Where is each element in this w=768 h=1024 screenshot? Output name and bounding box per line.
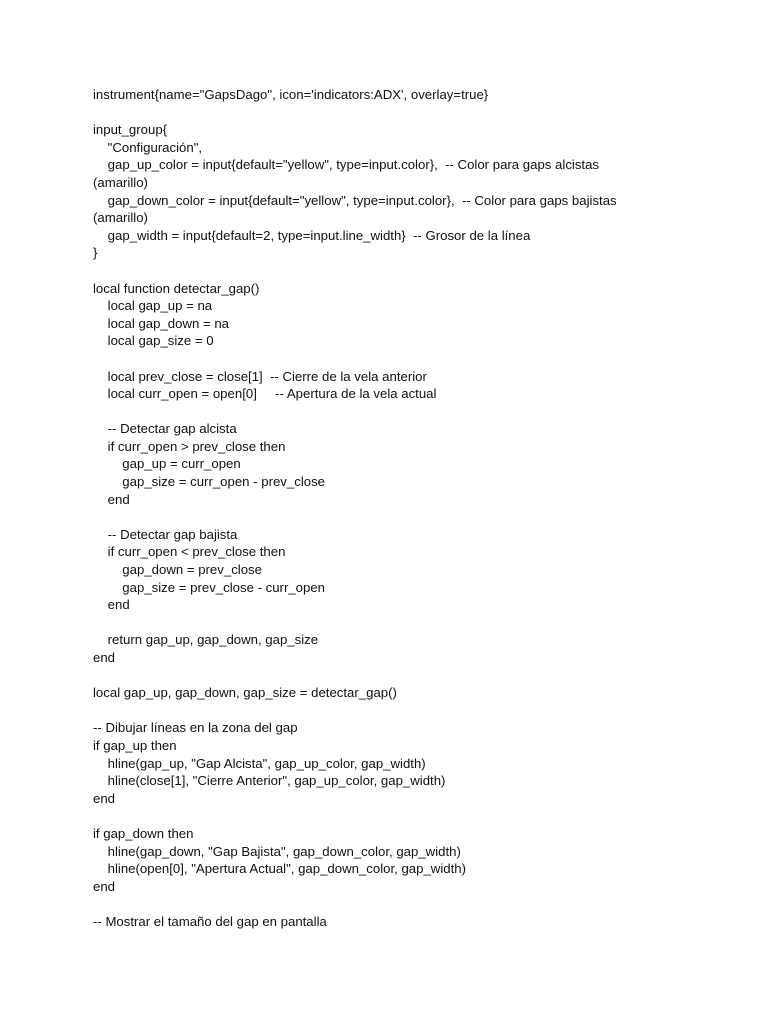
code-line: gap_size = curr_open - prev_close: [93, 474, 326, 490]
code-line: [93, 350, 733, 368]
code-line: gap_down_color = input{default="yellow", type=input.color}, -- Color para gaps bajistas: [93, 192, 617, 208]
code-line: [93, 508, 733, 526]
code-line: [93, 895, 733, 913]
code-line: gap_size = prev_close - curr_open: [93, 579, 326, 595]
code-line: end: [93, 491, 130, 507]
code-line: }: [93, 245, 98, 261]
code-line: if curr_open < prev_close then: [93, 544, 286, 560]
code-line: hline(gap_up, "Gap Alcista", gap_up_color, gap_width): [93, 755, 426, 771]
code-line: -- Mostrar el tamaño del gap en pantalla: [93, 913, 327, 929]
code-text-block: [93, 86, 733, 931]
code-line: if gap_down then: [93, 825, 194, 841]
code-line: [93, 614, 733, 632]
code-line: [93, 104, 733, 122]
code-line: end: [93, 790, 116, 806]
code-line: input_group{: [93, 122, 168, 138]
code-line: [93, 702, 733, 720]
code-line: [93, 807, 733, 825]
code-line: local gap_up, gap_down, gap_size = detectar_gap(): [93, 685, 397, 701]
code-line: if curr_open > prev_close then: [93, 438, 286, 454]
code-line: gap_width = input{default=2, type=input.line_width} -- Grosor de la línea: [93, 227, 531, 243]
code-line: gap_down = prev_close: [93, 562, 262, 578]
code-line: gap_up = curr_open: [93, 456, 241, 472]
code-line: hline(open[0], "Apertura Actual", gap_down_color, gap_width): [93, 861, 466, 877]
code-line: hline(close[1], "Cierre Anterior", gap_up_color, gap_width): [93, 773, 446, 789]
code-line: return gap_up, gap_down, gap_size: [93, 632, 319, 648]
code-line: (amarillo): [93, 174, 148, 190]
code-line: if gap_up then: [93, 737, 177, 753]
code-line: local gap_down = na: [93, 315, 230, 331]
code-line: (amarillo): [93, 210, 148, 226]
code-line: local gap_size = 0: [93, 333, 214, 349]
code-line: gap_up_color = input{default="yellow", type=input.color}, -- Color para gaps alcistas: [93, 157, 600, 173]
code-line: -- Detectar gap bajista: [93, 526, 238, 542]
code-line: local gap_up = na: [93, 298, 213, 314]
code-line: end: [93, 597, 130, 613]
code-line: [93, 262, 733, 280]
code-line: [93, 403, 733, 421]
code-line: [93, 667, 733, 685]
code-line: -- Detectar gap alcista: [93, 421, 237, 437]
code-line: end: [93, 878, 116, 894]
code-line: -- Dibujar líneas en la zona del gap: [93, 720, 298, 736]
code-line: local function detectar_gap(): [93, 280, 260, 296]
code-line: end: [93, 650, 116, 665]
code-line: local curr_open = open[0] -- Apertura de la vela actual: [93, 386, 437, 402]
code-line: local prev_close = close[1] -- Cierre de la vela anterior: [93, 368, 427, 384]
code-line: hline(gap_down, "Gap Bajista", gap_down_color, gap_width): [93, 843, 461, 859]
code-line: instrument{name="GapsDago", icon='indicators:ADX', overlay=true}: [93, 87, 489, 102]
code-line: "Configuración",: [93, 139, 203, 155]
